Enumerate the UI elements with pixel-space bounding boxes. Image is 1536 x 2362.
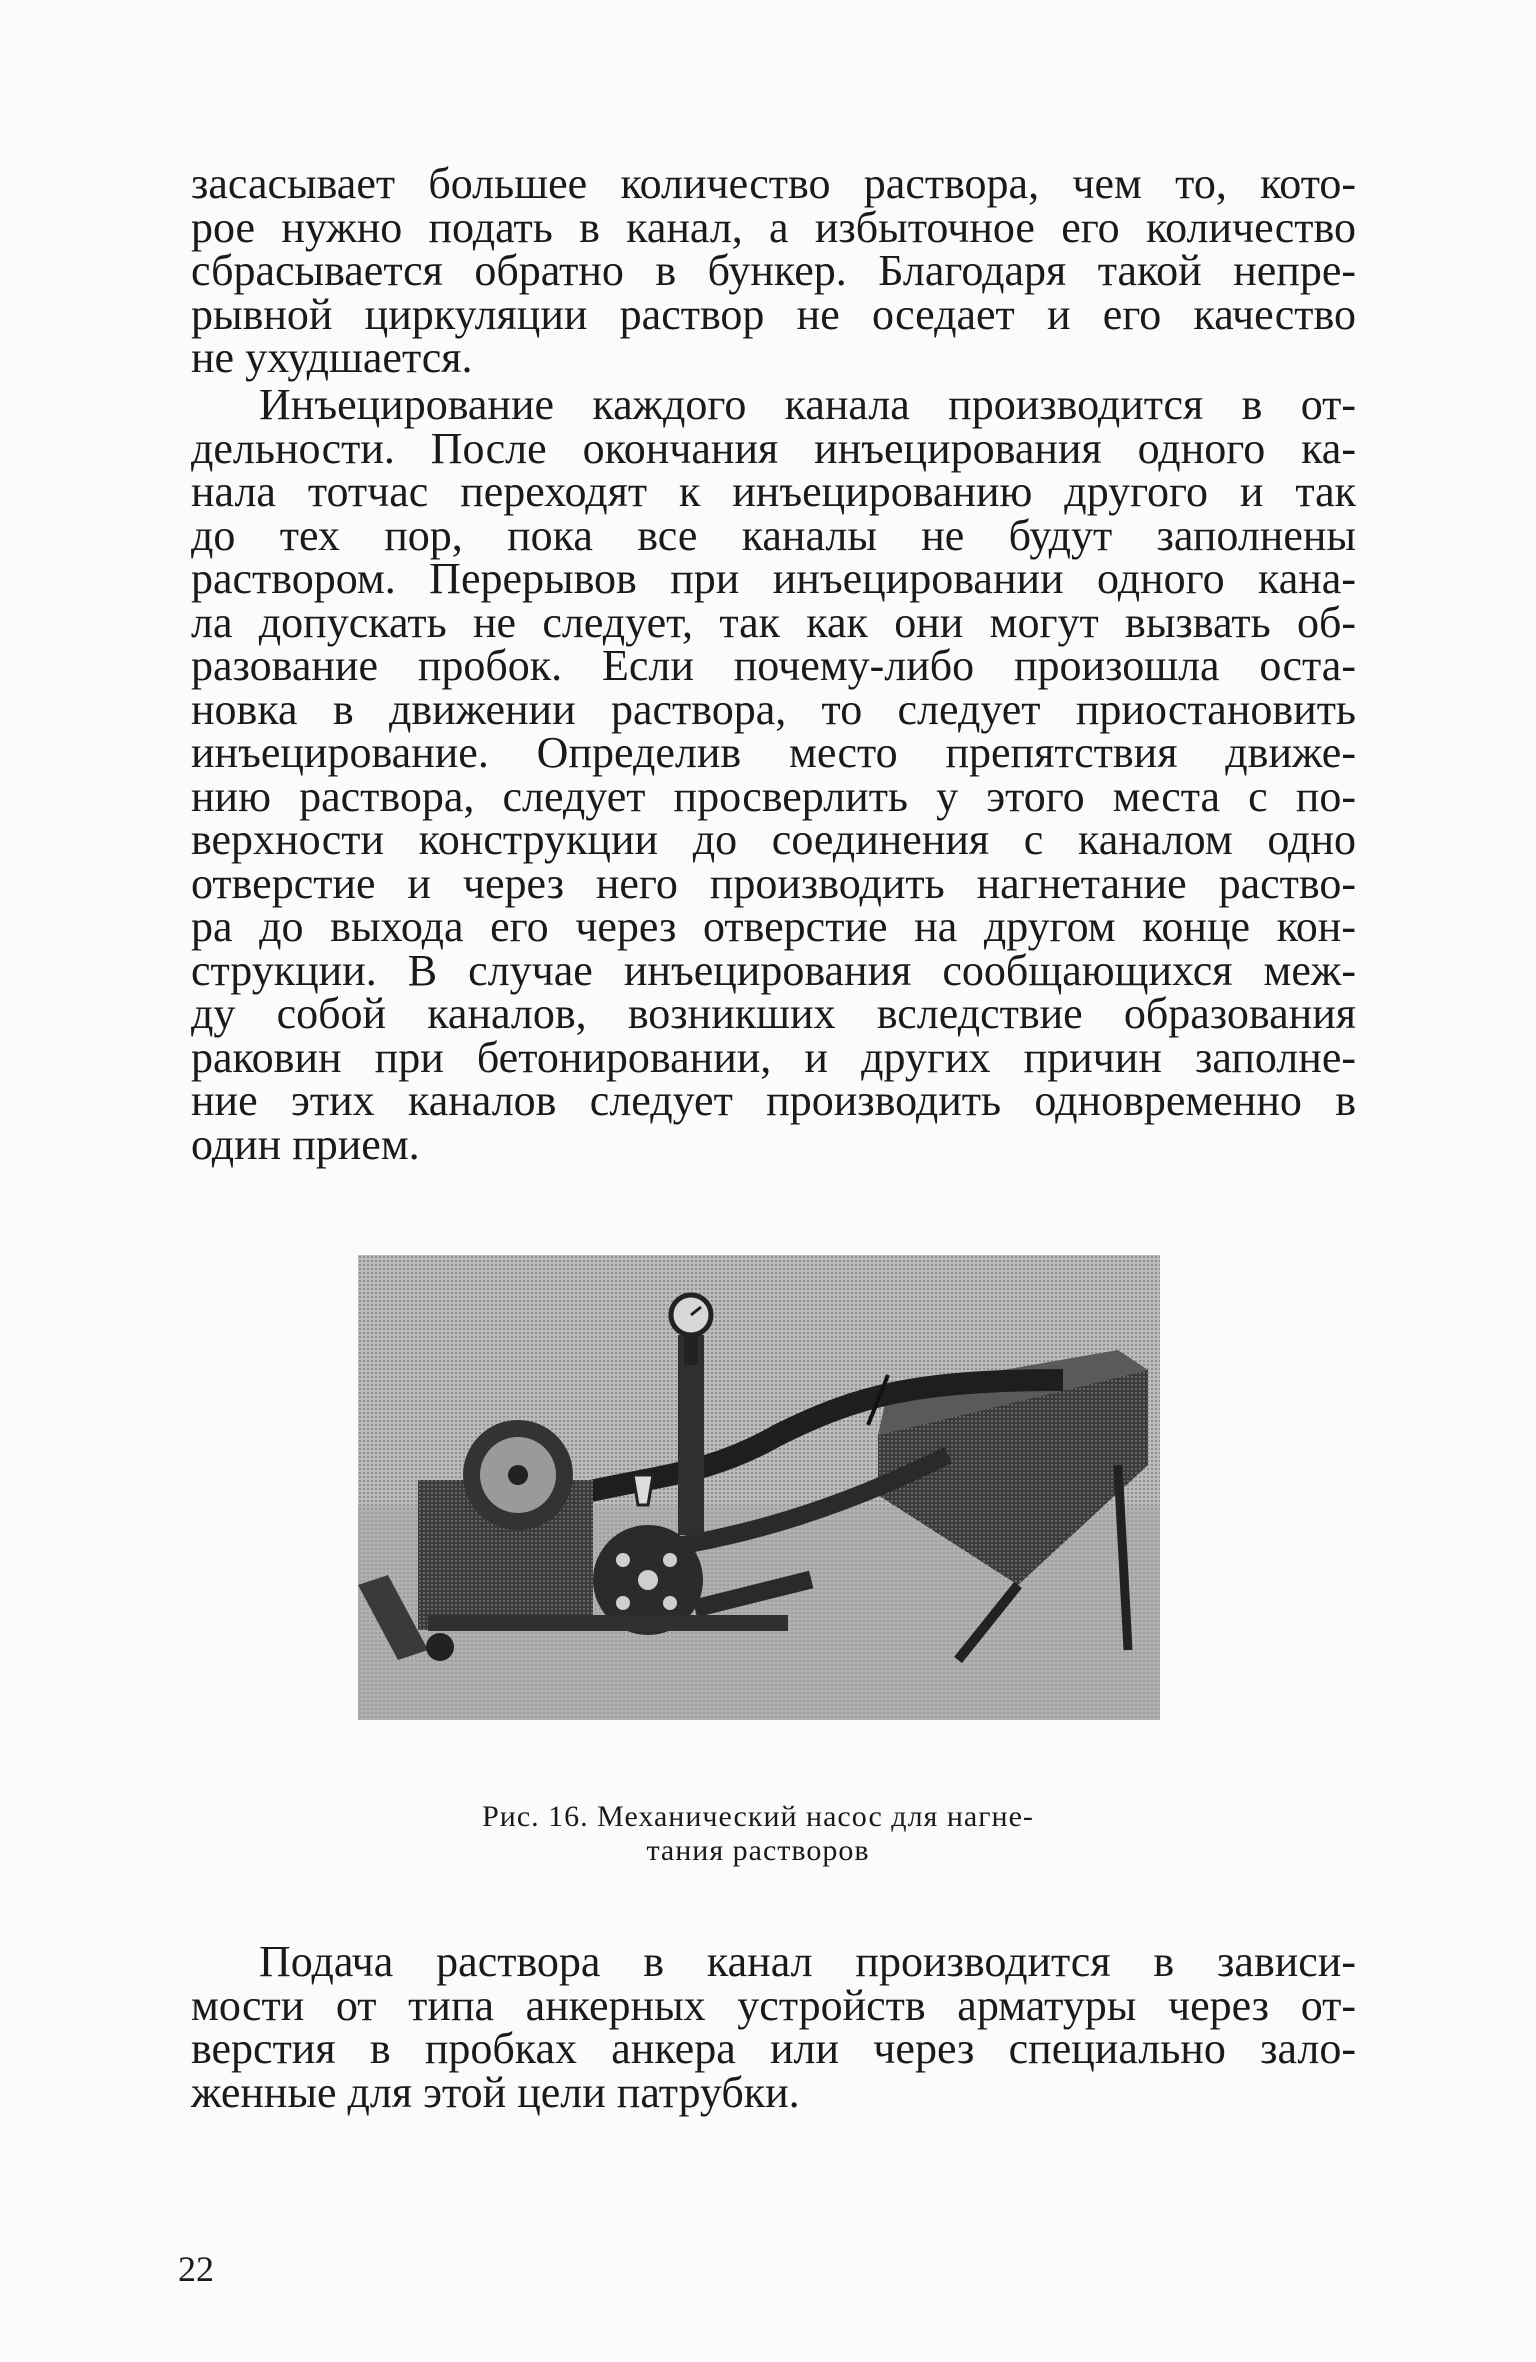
text-line: раковин при бетонировании, и других причин заполне-: [191, 1032, 1356, 1082]
text-line: Подача раствора в канал производится в зависи-: [259, 1937, 1356, 1986]
pump-photograph: [358, 1255, 1160, 1720]
text-line: рывной циркуляции раствор не оседает и его качество: [191, 289, 1356, 339]
text-line: один прием.: [191, 1119, 420, 1169]
text-line: отверстие и через него производить нагнетание раство-: [191, 858, 1356, 908]
paragraph-solution-feed: [191, 1937, 1356, 2117]
text-line: верстия в пробках анкера или через специально зало-: [191, 2024, 1356, 2073]
text-line: дельности. После окончания инъецирования одного ка-: [191, 423, 1356, 473]
text-line: ду собой каналов, возникших вследствие образования: [191, 989, 1356, 1038]
text-line: нию раствора, следует просверлить у этого места с по-: [191, 771, 1356, 821]
text-line: женные для этой цели патрубки.: [191, 2067, 800, 2117]
paragraph-injection: [191, 380, 1356, 1169]
text-line: нала тотчас переходят к инъецированию другого и так: [191, 467, 1356, 516]
text-line: рое нужно подать в канал, а избыточное его количество: [191, 202, 1356, 252]
figure-caption: [358, 1800, 1158, 1868]
text-line: ние этих каналов следует производить одновременно в: [191, 1076, 1356, 1125]
text-line: инъецирование. Определив место препятствия движе-: [191, 728, 1356, 777]
text-line: засасывает большее количество раствора, чем то, кото-: [191, 159, 1356, 208]
text-line: сбрасывается обратно в бункер. Благодаря такой непре-: [191, 246, 1356, 295]
text-line: ла допускать не следует, так как они могут вызвать об-: [191, 597, 1356, 647]
text-line: Инъецирование каждого канала производится в от-: [259, 380, 1356, 429]
text-line: струкции. В случае инъецирования сообщающихся меж-: [191, 945, 1356, 995]
paragraph-continuation: [191, 159, 1356, 382]
text-line: верхности конструкции до соединения с каналом одно: [191, 815, 1356, 864]
caption-line: тания растворов: [646, 1834, 870, 1867]
text-line: мости от типа анкерных устройств арматуры через от-: [191, 1980, 1356, 2030]
text-line: разование пробок. Если почему-либо произошла оста-: [191, 641, 1356, 690]
text-line: ра до выхода его через отверстие на другом конце кон-: [191, 902, 1356, 951]
text-line: раствором. Перерывов при инъецировании одного кана-: [191, 554, 1356, 603]
text-line: до тех пор, пока все каналы не будут заполнены: [191, 510, 1356, 560]
caption-line: Рис. 16. Механический насос для нагне-: [482, 1800, 1034, 1833]
text-line: новка в движении раствора, то следует приостановить: [191, 684, 1356, 734]
text-line: не ухудшается.: [191, 333, 473, 382]
page-number: 22: [178, 2249, 214, 2289]
